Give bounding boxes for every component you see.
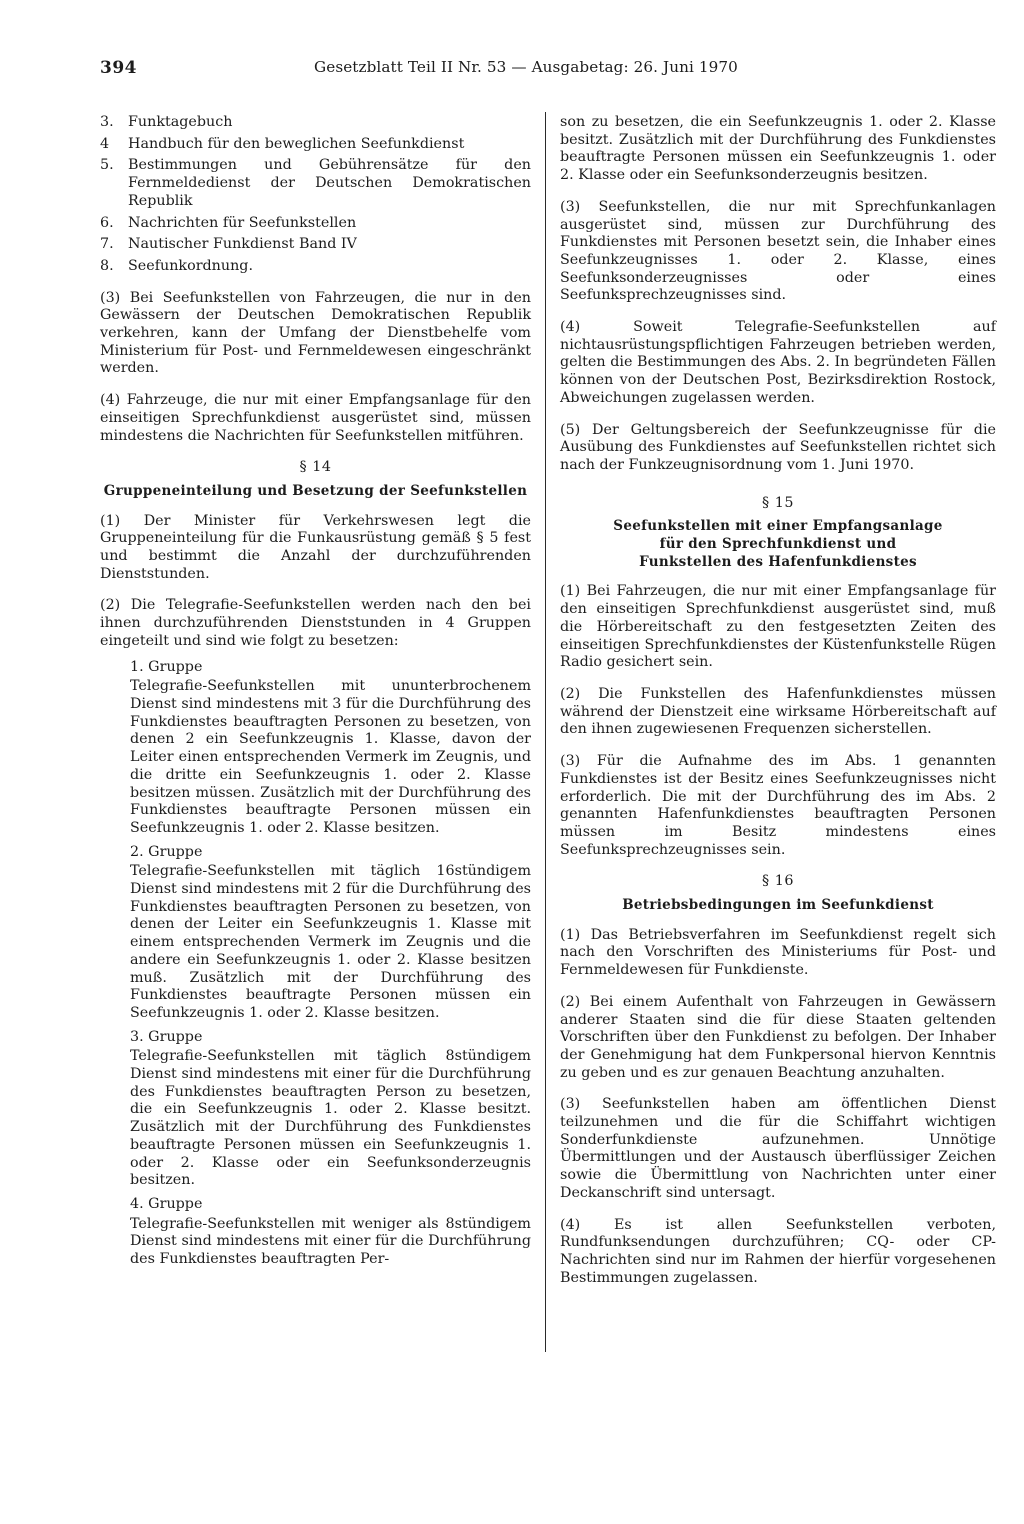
paragraph-16-3: (3) Seefunkstellen haben am öffentlichen Dienst teilzunehmen und die für die Schiffahrt wichtigen Sonderfunkdienste aufzunehmen. Unnötige Übermittlungen und der Austausch überflüssiger Zeichen sowie die Übermittlung von Nachrichten unter einer Deckanschrift sind untersagt. — [560, 1096, 996, 1201]
section-title-15-line-3: Funkstellen des Hafenfunkdienstes — [639, 553, 917, 570]
section-title-14: Gruppeneinteilung und Besetzung der Seefunkstellen — [103, 482, 528, 499]
section-title-15 — [560, 518, 996, 571]
paragraph-14-3: (3) Seefunkstellen, die nur mit Sprechfunkanlagen ausgerüstet sind, müssen zur Durchführung des Funkdienstes mit Personen besetzt sein, die Inhaber eines Seefunkzeugnisses 1. oder 2. Klasse, eines Seefunksonderzeugnisses oder eines Seefunksprechzeugnisses sind. — [560, 198, 996, 304]
paragraph-14-1: (1) Der Minister für Verkehrswesen legt die Gruppeneinteilung für die Funkausrüstung gemäß § 5 fest und bestimmt die Anzahl der durchzuführenden Dienststunden. — [100, 512, 531, 582]
paragraph-15-1: (1) Bei Fahrzeugen, die nur mit einer Empfangsanlage für den einseitigen Sprechfunkdienst ausgerüstet sind, muß die Hörbereitschaft zu den festgesetzten Zeiten des einseitigen Sprechfunkdienstes der Küstenfunkstelle Rügen Radio gesichert sein. — [560, 583, 996, 671]
group-text: Telegrafie-Seefunkstellen mit ununterbrochenem Dienst sind mindestens mit 3 für die Durchführung des Funkdienstes beauftragten Personen zu besetzen, von denen 2 ein Seefunkzeugnis 1. Klasse, davon der Leiter einen entsprechenden Vermerk im Zeugnis, und die dritte ein Seefunkzeugnis 1. oder 2. Klasse besitzen müssen. Zusätzlich mit der Durchführung des Funkdienstes beauftragte Personen müssen ein Seefunkzeugnis 1. oder 2. Klasse besitzen. — [130, 678, 531, 836]
list-item-number: 6. — [100, 214, 114, 231]
paragraph-13-4: (4) Fahrzeuge, die nur mit einer Empfangsanlage für den einseitigen Sprechfunkdienst ausgerüstet sind, müssen mindestens die Nachrichten für Seefunkstellen mitführen. — [100, 392, 531, 444]
list-item-text: Handbuch für den beweglichen Seefunkdienst — [128, 135, 465, 152]
section-number-15: § 15 — [762, 494, 794, 511]
dienstbehelfe-list — [100, 114, 531, 276]
paragraph-continuation: son zu besetzen, die ein Seefunkzeugnis 1. oder 2. Klasse besitzt. Zusätzlich mit der Durchführung des Funkdienstes beauftragte Personen müssen ein Seefunkzeugnis 1. oder 2. Klasse oder ein Seefunksonderzeugnis besitzen. — [560, 114, 996, 184]
group-heading: 3. Gruppe — [130, 1028, 203, 1045]
section-number-14: § 14 — [299, 459, 332, 476]
left-column — [100, 114, 531, 1275]
column-divider — [545, 112, 546, 1352]
group-3 — [130, 1029, 531, 1190]
page-number: 394 — [100, 58, 137, 78]
list-item-text: Nachrichten für Seefunkstellen — [128, 214, 357, 231]
section-number-16: § 16 — [762, 873, 794, 890]
paragraph-15-2: (2) Die Funkstellen des Hafenfunkdienstes müssen während der Dienstzeit eine wirksame Hörbereitschaft auf den ihnen zugewiesenen Frequenzen sicherstellen. — [560, 685, 996, 738]
paragraph-14-2: (2) Die Telegrafie-Seefunkstellen werden nach den bei ihnen durchzuführenden Dienststunden in 4 Gruppen eingeteilt und sind wie folgt zu besetzen: — [100, 597, 531, 649]
paragraph-16-1: (1) Das Betriebsverfahren im Seefunkdienst regelt sich nach den Vorschriften des Ministeriums für Post- und Fernmeldewesen für Funkdienste. — [560, 926, 996, 979]
group-text: Telegrafie-Seefunkstellen mit täglich 8stündigem Dienst sind mindestens mit einer für die Durchführung des Funkdienstes beauftragten Person zu besetzen, die ein Seefunkzeugnis 1. oder 2. Klasse besitzt. Zusätzlich mit der Durchführung des Funkdienstes beauftragte Personen müssen ein Seefunkzeugnis 1. oder 2. Klasse oder ein Seefunksonderzeugnis besitzen. — [130, 1048, 531, 1189]
group-heading: 1. Gruppe — [130, 658, 203, 675]
running-head: Gesetzblatt Teil II Nr. 53 — Ausgabetag: 26. Juni 1970 — [314, 58, 738, 76]
group-text: Telegrafie-Seefunkstellen mit täglich 16stündigem Dienst sind mindestens mit 2 für die Durchführung des Funkdienstes beauftragten Personen zu besetzen, von denen der Leiter ein Seefunkzeugnis 1. Klasse mit einem entsprechenden Vermerk im Zeugnis und die andere ein Seefunkzeugnis 1. oder 2. Klasse besitzen muß. Zusätzlich mit der Durchführung des Funkdienstes beauftragte Personen müssen ein Seefunkzeugnis 1. oder 2. Klasse besitzen. — [130, 863, 531, 1021]
group-heading: 2. Gruppe — [130, 843, 203, 860]
group-2 — [130, 844, 531, 1023]
list-item-number: 5. — [100, 157, 114, 174]
list-item — [100, 236, 531, 254]
list-item-number: 4 — [100, 135, 110, 152]
list-item — [100, 157, 531, 210]
group-text: Telegrafie-Seefunkstellen mit weniger als 8stündigem Dienst sind mindestens mit einer für die Durchführung des Funkdienstes beauftragten Per- — [130, 1215, 531, 1268]
section-title-16: Betriebsbedingungen im Seefunkdienst — [622, 897, 934, 914]
paragraph-16-2: (2) Bei einem Aufenthalt von Fahrzeugen in Gewässern anderer Staaten sind die für diese Staaten geltenden Vorschriften über den Funkdienst zu befolgen. Der Inhaber der Genehmigung hat dem Funkpersonal hiervon Kenntnis zu geben und es zur genauen Beachtung anzuhalten. — [560, 993, 996, 1081]
right-column — [560, 114, 996, 1301]
list-item — [100, 114, 531, 132]
list-item-text: Funktagebuch — [128, 114, 233, 130]
paragraph-15-3: (3) Für die Aufnahme des im Abs. 1 genannten Funkdienstes ist der Besitz eines Seefunkzeugnisses nicht erforderlich. Die mit der Durchführung des im Abs. 2 genannten Hafenfunkdienstes beauftragten Personen müssen im Besitz mindestens eines Seefunksprechzeugnisses sein. — [560, 753, 996, 858]
group-1 — [130, 659, 531, 838]
group-heading: 4. Gruppe — [130, 1195, 203, 1212]
paragraph-16-4: (4) Es ist allen Seefunkstellen verboten, Rundfunksendungen durchzuführen; CQ- oder CP-Nachrichten sind nur im Rahmen der hierfür vorgesehenen Bestimmungen zugelassen. — [560, 1216, 996, 1286]
page-header — [100, 58, 1000, 82]
paragraph-13-3: (3) Bei Seefunkstellen von Fahrzeugen, die nur in den Gewässern der Deutschen Demokratischen Republik verkehren, kann der Umfang der Dienstbehelfe vom Ministerium für Post- und Fernmeldewesen eingeschränkt werden. — [100, 289, 531, 377]
list-item-text: Seefunkordnung. — [128, 257, 254, 274]
list-item-number: 3. — [100, 114, 114, 130]
list-item — [100, 215, 531, 233]
list-item-number: 7. — [100, 236, 114, 253]
paragraph-14-4: (4) Soweit Telegrafie-Seefunkstellen auf nichtausrüstungspflichtigen Fahrzeugen betrieben werden, gelten die Bestimmungen des Abs. 2. In begründeten Fällen können von der Deutschen Post, Bezirksdirektion Rostock, Abweichungen zugelassen werden. — [560, 319, 996, 406]
section-title-15-line-2: für den Sprechfunkdienst und — [659, 536, 897, 553]
list-item — [100, 258, 531, 276]
paragraph-14-5: (5) Der Geltungsbereich der Seefunkzeugnisse für die Ausübung des Funkdienstes auf Seefunkstellen richtet sich nach der Funkzeugnisordnung vom 1. Juni 1970. — [560, 421, 996, 473]
list-item — [100, 136, 531, 154]
list-item-text: Nautischer Funkdienst Band IV — [128, 236, 357, 253]
group-4 — [130, 1196, 531, 1269]
list-item-text: Bestimmungen und Gebührensätze für den Fernmeldedienst der Deutschen Demokratischen Republik — [128, 157, 531, 209]
section-title-15-line-1: Seefunkstellen mit einer Empfangsanlage — [613, 518, 943, 535]
list-item-number: 8. — [100, 257, 114, 274]
